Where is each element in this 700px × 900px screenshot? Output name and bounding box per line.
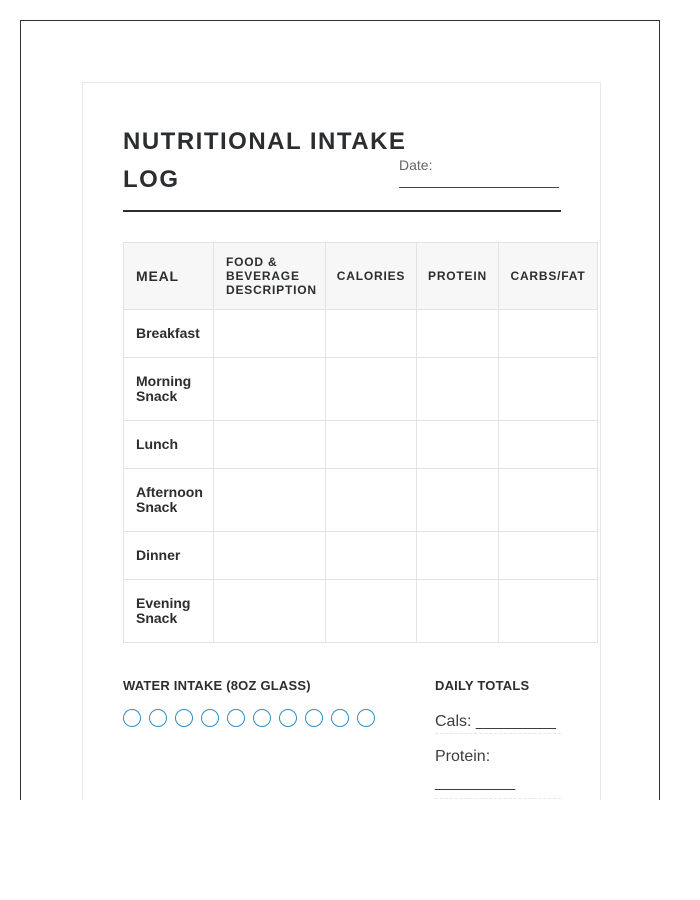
water-glass-checkbox[interactable]	[123, 709, 141, 727]
carbs-fat-cell[interactable]	[499, 310, 598, 358]
meal-label: Breakfast	[124, 310, 214, 358]
table-header-row	[124, 243, 598, 310]
food-cell[interactable]	[214, 532, 326, 580]
calories-cell[interactable]	[326, 421, 417, 469]
protein-cell[interactable]	[417, 421, 499, 469]
protein-cell[interactable]	[417, 469, 499, 532]
column-header-protein: PROTEIN	[417, 243, 499, 310]
date-field[interactable]	[399, 157, 559, 188]
table-row	[124, 580, 598, 643]
meal-label: Morning Snack	[124, 358, 214, 421]
calories-cell[interactable]	[326, 358, 417, 421]
meal-label: Dinner	[124, 532, 214, 580]
water-glass-checkbox[interactable]	[305, 709, 323, 727]
table-row	[124, 532, 598, 580]
water-glass-tracker	[123, 709, 375, 727]
water-glass-checkbox[interactable]	[201, 709, 219, 727]
carbs-fat-cell[interactable]	[499, 358, 598, 421]
water-glass-checkbox[interactable]	[279, 709, 297, 727]
page-title: NUTRITIONAL INTAKE LOG	[123, 128, 407, 193]
document-frame	[20, 20, 660, 800]
calories-cell[interactable]	[326, 580, 417, 643]
title-divider	[123, 210, 561, 212]
calories-cell[interactable]	[326, 532, 417, 580]
log-sheet	[82, 82, 601, 800]
protein-cell[interactable]	[417, 358, 499, 421]
water-glass-checkbox[interactable]	[175, 709, 193, 727]
column-header-calories: CALORIES	[326, 243, 417, 310]
meal-label: Evening Snack	[124, 580, 214, 643]
food-cell[interactable]	[214, 358, 326, 421]
water-glass-checkbox[interactable]	[149, 709, 167, 727]
water-intake-section	[123, 678, 375, 727]
meal-log-table	[123, 242, 598, 643]
carbs-fat-cell[interactable]	[499, 421, 598, 469]
column-header-meal: MEAL	[124, 243, 214, 310]
date-label: Date:	[399, 157, 433, 173]
carbs-fat-cell[interactable]	[499, 580, 598, 643]
carbs-fat-cell[interactable]	[499, 469, 598, 532]
water-glass-checkbox[interactable]	[331, 709, 349, 727]
water-glass-checkbox[interactable]	[253, 709, 271, 727]
meal-label: Afternoon Snack	[124, 469, 214, 532]
table-row	[124, 310, 598, 358]
water-glass-checkbox[interactable]	[227, 709, 245, 727]
column-header-food: FOOD & BEVERAGE DESCRIPTION	[214, 243, 326, 310]
protein-cell[interactable]	[417, 580, 499, 643]
meal-label: Lunch	[124, 421, 214, 469]
protein-cell[interactable]	[417, 532, 499, 580]
protein-cell[interactable]	[417, 310, 499, 358]
calories-cell[interactable]	[326, 310, 417, 358]
protein-total-field[interactable]: Protein: _________	[435, 744, 561, 799]
table-row	[124, 358, 598, 421]
water-intake-title: WATER INTAKE (8OZ GLASS)	[123, 678, 311, 693]
table-row	[124, 469, 598, 532]
food-cell[interactable]	[214, 310, 326, 358]
daily-totals-title: DAILY TOTALS	[435, 678, 530, 693]
food-cell[interactable]	[214, 469, 326, 532]
date-input-line[interactable]	[399, 187, 559, 188]
calories-total-field[interactable]: Cals: _________	[435, 713, 561, 734]
table-row	[124, 421, 598, 469]
daily-totals-section	[435, 678, 561, 799]
carbs-fat-cell[interactable]	[499, 532, 598, 580]
food-cell[interactable]	[214, 580, 326, 643]
food-cell[interactable]	[214, 421, 326, 469]
calories-cell[interactable]	[326, 469, 417, 532]
column-header-carbs-fat: CARBS/FAT	[499, 243, 598, 310]
water-glass-checkbox[interactable]	[357, 709, 375, 727]
